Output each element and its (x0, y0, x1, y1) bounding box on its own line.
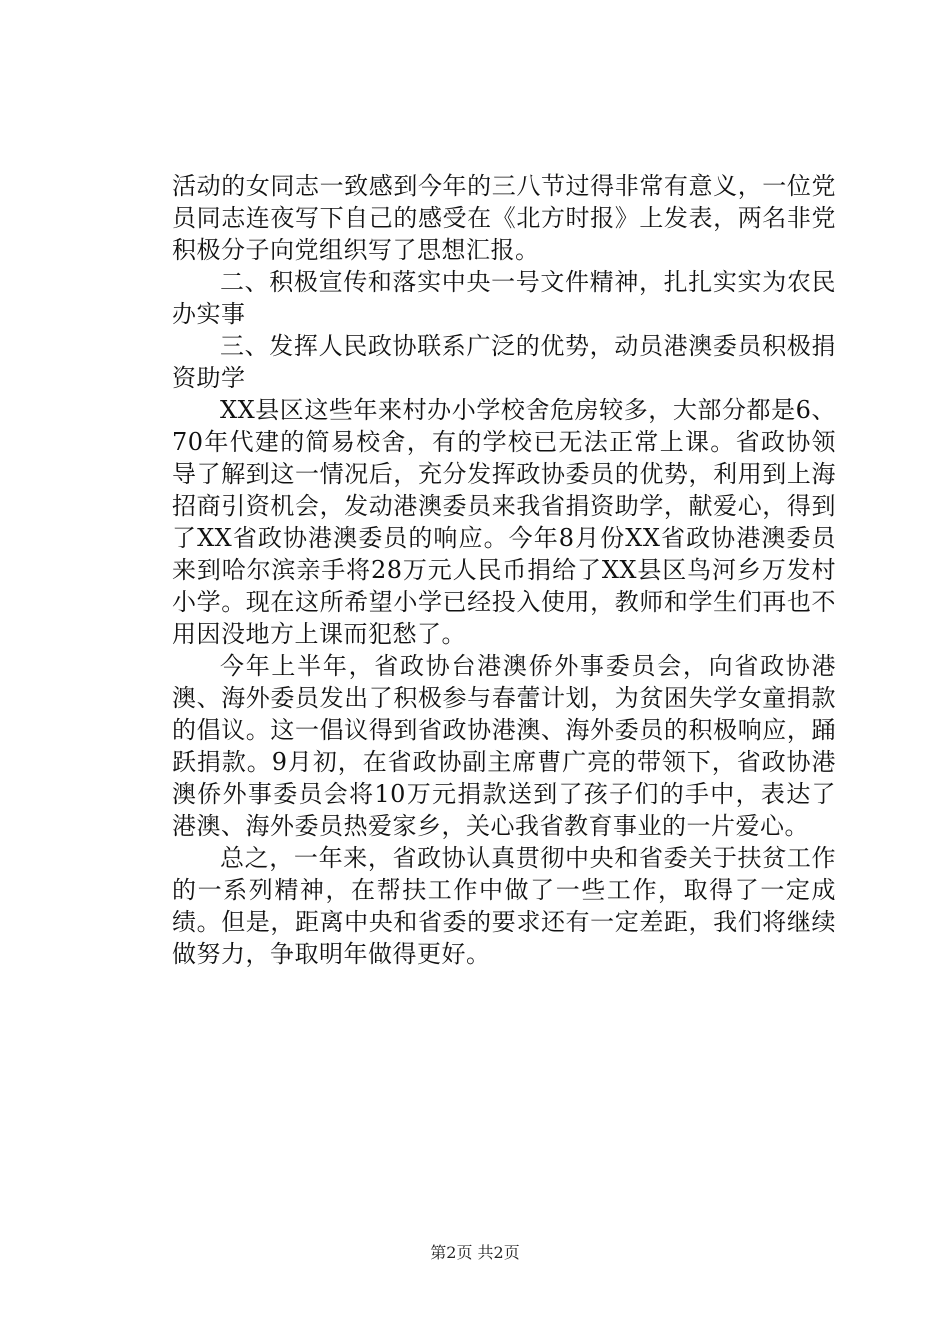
section-heading-2: 二、积极宣传和落实中央一号文件精神，扎扎实实为农民办实事 (172, 268, 836, 328)
paragraph-continuation: 活动的女同志一致感到今年的三八节过得非常有意义，一位党员同志连夜写下自己的感受在《北方时报》上发表，两名非党积极分子向党组织写了思想汇报。 (172, 172, 836, 264)
paragraph-spring-bud-plan: 今年上半年，省政协台港澳侨外事委员会，向省政协港澳、海外委员发出了积极参与春蕾计划，为贫困失学女童捐款的倡议。这一倡议得到省政协港澳、海外委员的积极响应，踊跃捐款。9月初，在省政协副主席曹广亮的带领下，省政协港澳侨外事委员会将10万元捐款送到了孩子们的手中，表达了港澳、海外委员热爱家乡，关心我省教育事业的一片爱心。 (172, 652, 836, 840)
page-number-footer: 第2页 共2页 (430, 1243, 520, 1262)
section-heading-3: 三、发挥人民政协联系广泛的优势，动员港澳委员积极捐资助学 (172, 332, 836, 392)
paragraph-conclusion: 总之，一年来，省政协认真贯彻中央和省委关于扶贫工作的一系列精神，在帮扶工作中做了一些工作，取得了一定成绩。但是，距离中央和省委的要求还有一定差距，我们将继续做努力，争取明年做得更好。 (172, 844, 836, 968)
document-body (172, 170, 836, 970)
paragraph-school-donation: XX县区这些年来村办小学校舍危房较多，大部分都是6、70年代建的简易校舍，有的学校已无法正常上课。省政协领导了解到这一情况后，充分发挥政协委员的优势，利用到上海招商引资机会，发动港澳委员来我省捐资助学，献爱心，得到了XX省政协港澳委员的响应。今年8月份XX省政协港澳委员来到哈尔滨亲手将28万元人民币捐给了XX县区鸟河乡万发村小学。现在这所希望小学已经投入使用，教师和学生们再也不用因没地方上课而犯愁了。 (172, 396, 836, 648)
